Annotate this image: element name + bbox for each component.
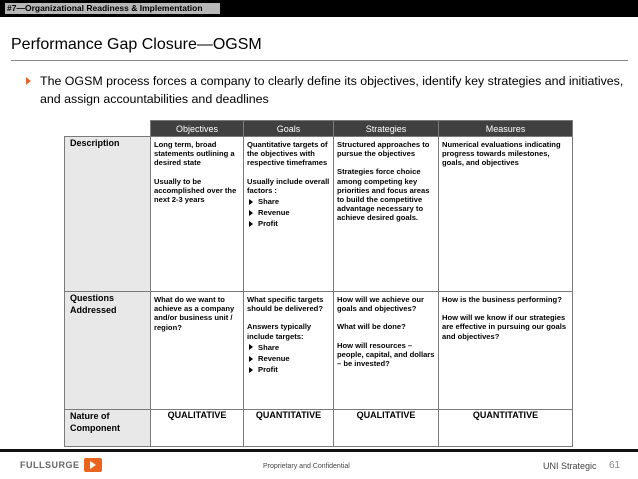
description-objectives-cell — [151, 137, 244, 292]
logo-arrow-icon — [84, 458, 102, 472]
footer-divider — [0, 449, 638, 452]
list-item — [249, 343, 330, 352]
cell-text: How will resources – people, capital, and dollars – be invested? — [337, 340, 435, 369]
cell-text: Long term, broad statements outlining a desired state — [154, 140, 235, 168]
cell-text: How will we achieve our goals and objectives? — [337, 295, 424, 314]
cell-text: What will be done? — [337, 322, 406, 332]
table-row-questions — [65, 292, 573, 410]
list-item — [249, 219, 330, 228]
triangle-bullet-icon — [249, 344, 253, 350]
list-item — [249, 208, 330, 217]
col-header-objectives: Objectives — [151, 121, 244, 137]
questions-goals-cell — [244, 292, 334, 410]
row-label-description: Description — [65, 137, 151, 292]
description-strategies-cell — [334, 137, 439, 292]
triangle-bullet-icon — [249, 356, 253, 362]
triangle-bullet-icon — [249, 221, 253, 227]
list-item — [249, 354, 330, 363]
row-label-questions — [65, 292, 151, 410]
title-divider — [11, 60, 628, 61]
nature-goals-cell: QUANTITATIVE — [244, 410, 334, 447]
cell-text: Structured approaches to pursue the objectives — [337, 140, 430, 159]
description-measures-cell — [439, 137, 573, 292]
row-label-nature — [65, 410, 151, 447]
confidential-notice: Proprietary and Confidential — [263, 463, 350, 470]
table-row-nature — [65, 410, 573, 447]
cell-text: Strategies force choice among competing key priorities and focus areas to build the competitive advantage necessary to achieve desired goals. — [337, 167, 430, 223]
cell-text: How will we know if our strategies are effective in pursuing our goals and objectives? — [442, 313, 567, 341]
cell-text: What specific targets should be delivered? — [247, 295, 324, 314]
fullsurge-logo — [20, 457, 102, 473]
cell-text: Answers typically include targets: — [247, 322, 312, 341]
col-header-measures: Measures — [439, 121, 573, 137]
triangle-bullet-icon — [249, 367, 253, 373]
triangle-bullet-icon — [249, 210, 253, 216]
cell-text: Usually to be accomplished over the next 2-3 years — [154, 176, 237, 205]
table-row-description — [65, 137, 573, 292]
logo-wordmark: FULLSURGE — [20, 460, 80, 470]
list-item — [249, 197, 330, 206]
list-item-label: Share — [258, 342, 280, 352]
row-label-line: Nature of — [70, 411, 110, 421]
row-label-line: Questions — [70, 293, 115, 303]
cell-text: Numerical evaluations indicating progress towards milestones, goals, and objectives — [442, 140, 561, 168]
bullet-arrow-icon — [26, 77, 31, 85]
triangle-bullet-icon — [249, 199, 253, 205]
list-item — [249, 365, 330, 374]
row-label-line: Component — [70, 423, 120, 433]
brand-label: UNI Strategic — [543, 461, 597, 471]
list-item-label: Revenue — [258, 354, 290, 364]
cell-text: What do we want to achieve as a company and/or business unit / region? — [154, 295, 235, 332]
cell-text: Quantitative targets of the objectives with respective timeframes — [247, 140, 328, 168]
top-bar — [0, 0, 638, 17]
cell-text: How is the business performing? — [442, 295, 562, 304]
list-item-label: Share — [258, 197, 280, 207]
cell-text: Usually include overall factors : — [247, 176, 330, 195]
list-item-label: Revenue — [258, 208, 290, 218]
section-label: #7—Organizational Readiness & Implementation — [5, 3, 220, 14]
col-header-goals: Goals — [244, 121, 334, 137]
row-label-line: Addressed — [70, 305, 117, 315]
questions-objectives-cell — [151, 292, 244, 410]
list-item-label: Profit — [258, 219, 278, 229]
description-goals-cell — [244, 137, 334, 292]
slide-title: Performance Gap Closure—OGSM — [11, 36, 262, 53]
col-header-strategies: Strategies — [334, 121, 439, 137]
questions-strategies-cell — [334, 292, 439, 410]
nature-measures-cell: QUANTITATIVE — [439, 410, 573, 447]
intro-bullet: The OGSM process forces a company to clearly define its objectives, identify key strategies and initiatives, and assign accountabilities and deadlines — [40, 74, 624, 106]
page-number: 61 — [609, 460, 621, 471]
list-item-label: Profit — [258, 365, 278, 375]
questions-measures-cell — [439, 292, 573, 410]
ogsm-table — [64, 120, 573, 447]
nature-strategies-cell: QUALITATIVE — [334, 410, 439, 447]
table-header-row — [65, 121, 573, 137]
nature-objectives-cell: QUALITATIVE — [151, 410, 244, 447]
corner-cell — [65, 121, 151, 137]
